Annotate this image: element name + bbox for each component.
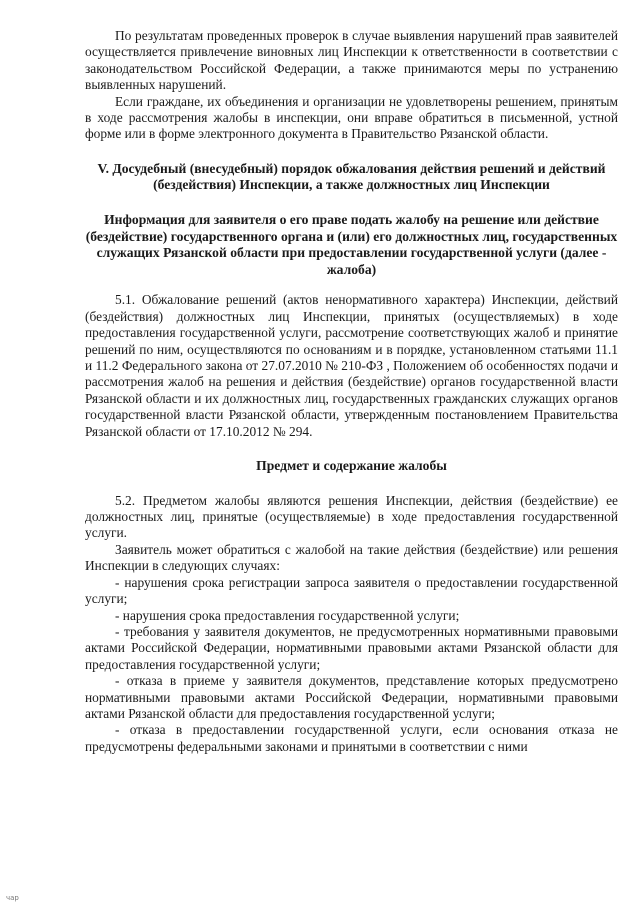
paragraph-5-1: 5.1. Обжалование решений (актов ненормативного характера) Инспекции, действий (бездействия) должностных лиц Инспекции, принятых (осуществляемых) в ходе предоставления государственной услуги, рассмотрение соответствующих жалоб и принятие решений по ним, осуществляются по основаниям и в порядке, установленном статьями 11.1 и 11.2 Федерального закона от 27.07.2010 № 210-ФЗ , Положением об особенностях подачи и рассмотрения жалоб на решения и действия (бездействие) органов государственной власти Рязанской области и их должностных лиц, государственных гражданских служащих органов государственной власти Рязанской области, утвержденным постановлением Правительства Рязанской области от 17.10.2012 № 294. (85, 292, 618, 439)
list-item: - нарушения срока регистрации запроса заявителя о предоставлении государственной услуги; (85, 574, 618, 607)
list-item: - отказа в предоставлении государственной услуги, если основания отказа не предусмотрены федеральными законами и принятыми в соответствии с ними (85, 722, 618, 754)
paragraph-appeal-government: Если граждане, их объединения и организации не удовлетворены решением, принятым в ходе рассмотрения жалобы в инспекции, они вправе обратиться в письменной, устной форме или в форме электронного документа в Правительство Рязанской области. (85, 93, 618, 142)
section-v-heading: V. Досудебный (внесудебный) порядок обжалования действия решений и действий (бездействия) Инспекции, а также должностных лиц Инспекции (97, 160, 606, 193)
list-item: - нарушения срока предоставления государственной услуги; (115, 607, 460, 623)
subject-heading: Предмет и содержание жалобы (256, 458, 447, 474)
paragraph-complaint-intro: Заявитель может обратиться с жалобой на такие действия (бездействие) или решения Инспекции в следующих случаях: (85, 541, 618, 574)
scan-mark: чар (6, 894, 19, 902)
list-item: - требования у заявителя документов, не предусмотренных нормативными правовыми актами Российской Федерации, нормативными правовыми актами Рязанской области для предоставления государственной услуги; (85, 623, 618, 672)
paragraph-5-2: 5.2. Предметом жалобы являются решения Инспекции, действия (бездействие) ее должностных лиц, принятые (осуществляемые) в ходе предоставления государственной услуги. (85, 492, 618, 541)
section-v-subheading: Информация для заявителя о его праве подать жалобу на решение или действие (бездействие) государственного органа и (или) его должностных лиц, государственных служащих Рязанской области при предоставлении государственной услуги (далее - жалоба) (85, 212, 618, 277)
list-item: - отказа в приеме у заявителя документов, представление которых предусмотрено нормативными правовыми актами Российской Федерации, нормативными правовыми актами Рязанской области для предоставления государственной услуги; (85, 673, 618, 721)
paragraph-inspection-results: По результатам проведенных проверок в случае выявления нарушений прав заявителей осуществляется привлечение виновных лиц Инспекции к ответственности в соответствии с законодательством Российской Федерации, а также принимаются меры по устранению выявленных нарушений. (85, 28, 618, 93)
